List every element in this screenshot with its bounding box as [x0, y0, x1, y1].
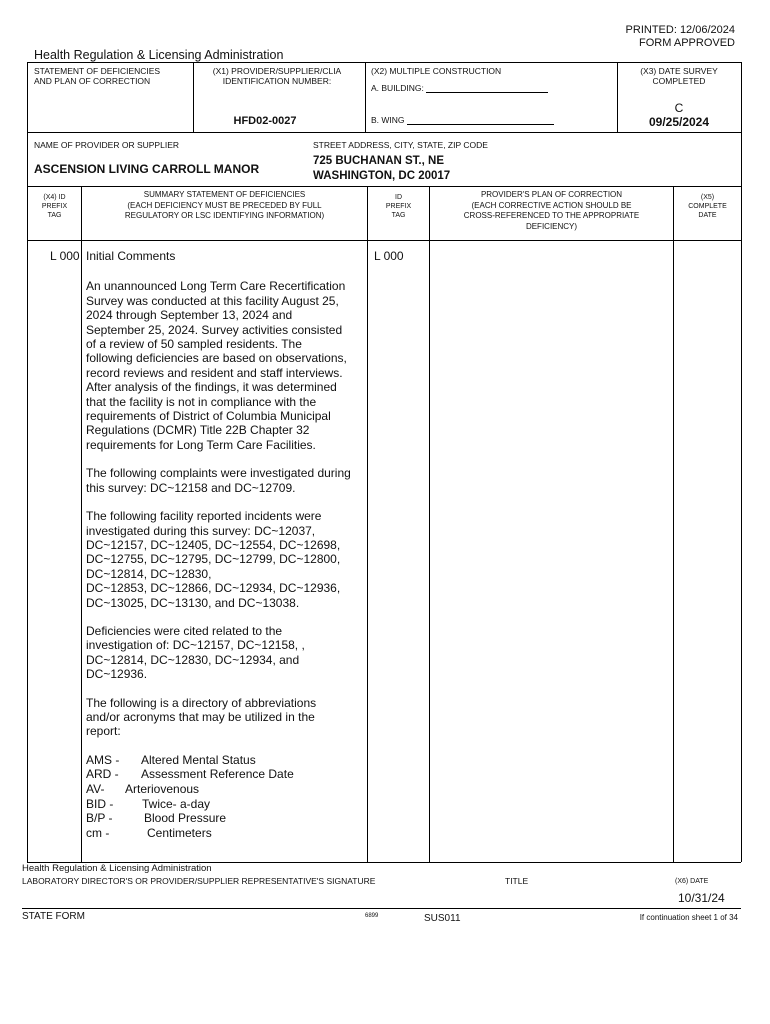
x3-label: (X3) DATE SURVEY COMPLETED [640, 66, 718, 86]
provider-id-number: HFD02-0027 [233, 115, 297, 127]
title-label: TITLE [505, 876, 529, 886]
address-line1: 725 BUCHANAN ST., NE [313, 155, 444, 167]
event-id: SUS011 [424, 913, 461, 924]
list-item: AMS - Altered Mental Status [86, 752, 256, 767]
list-item: ARD - Assessment Reference Date [86, 767, 294, 782]
state-form-label: STATE FORM [22, 911, 85, 922]
id-prefix-header: ID PREFIX TAG [385, 194, 412, 219]
x1-label: (X1) PROVIDER/SUPPLIER/CLIA IDENTIFICATION NUMBER: [212, 66, 342, 86]
list-item: cm - Centimeters [86, 825, 212, 840]
x2-label: (X2) MULTIPLE CONSTRUCTION [371, 66, 502, 76]
signature-line [22, 908, 741, 909]
summary-content [86, 249, 366, 840]
left-prefix-tag: L 000 [50, 249, 80, 263]
deficiencies-paragraph: Deficiencies were cited related to the investigation of: DC~12157, DC~12158, , DC~12814, DC~12830, DC~12934, and DC~12936. [86, 623, 305, 682]
summary-header: SUMMARY STATEMENT OF DEFICIENCIES (EACH DEFICIENCY MUST BE PRECEDED BY FULL REGULATORY OR LSC IDENTIFYING INFORMATION) [124, 190, 325, 220]
provider-name-label: NAME OF PROVIDER OR SUPPLIER [34, 140, 179, 150]
x4-header: (X4) ID PREFIX TAG [41, 194, 68, 219]
x5-header: (X5) COMPLETE DATE [688, 194, 727, 219]
signature-label: LABORATORY DIRECTOR'S OR PROVIDER/SUPPLIER REPRESENTATIVE'S SIGNATURE [22, 876, 376, 886]
signature-date: 10/31/24 [678, 891, 725, 905]
building-field: A. BUILDING: [371, 83, 548, 93]
x6-date-label: (X6) DATE [675, 878, 709, 885]
printed-date: PRINTED: 12/06/2024 [625, 24, 735, 36]
form-approved: FORM APPROVED [639, 37, 735, 49]
survey-completed-date: 09/25/2024 [648, 115, 710, 129]
complaints-paragraph: The following complaints were investigated during this survey: DC~12158 and DC~12709. [86, 466, 351, 495]
abbreviation-list [86, 753, 366, 841]
list-item: AV- Arteriovenous [86, 781, 200, 796]
directory-paragraph: The following is a directory of abbreviations and/or acronyms that may be utilized in the report: [86, 695, 317, 739]
survey-code: C [674, 101, 684, 115]
list-item: B/P - Blood Pressure [86, 811, 227, 826]
form-code: 6899 [365, 913, 379, 919]
address-line2: WASHINGTON, DC 20017 [313, 170, 451, 182]
right-prefix-tag: L 000 [374, 249, 404, 263]
survey-paragraph: An unannounced Long Term Care Recertification Survey was conducted at this facility August 25, 2024 through September 13, 2024 and September 25, 2024. Survey activities consisted of a review of 50 sampled residents. The following deficiencies are based on observations, record reviews and resident and staff interviews. After analysis of the findings, it was determined that the facility is not in compliance with the requirements of District of Columbia Municipal Regulations (DCMR) Title 22B Chapter 32 requirements for Long Term Care Facilities. [86, 279, 347, 452]
address-label: STREET ADDRESS, CITY, STATE, ZIP CODE [313, 140, 488, 150]
incidents-paragraph: The following facility reported incidents were investigated during this survey: DC~12037, DC~12157, DC~12405, DC~12554, DC~12698, DC~12755, DC~12795, DC~12799, DC~12800, DC~12814, DC~12830, DC~12853, DC~12866, DC~12934, DC~12936, DC~13025, DC~13130, and DC~13038. [86, 509, 341, 610]
plan-header: PROVIDER'S PLAN OF CORRECTION (EACH CORRECTIVE ACTION SHOULD BE CROSS-REFERENCED TO THE APPROPRIATE DEFICIENCY) [463, 190, 640, 231]
continuation-sheet: If continuation sheet 1 of 34 [639, 913, 738, 922]
footer-agency: Health Regulation & Licensing Administration [22, 863, 212, 874]
agency-title: Health Regulation & Licensing Administration [34, 48, 284, 62]
wing-field: B. WING [371, 115, 554, 125]
initial-comments-heading: Initial Comments [86, 249, 176, 263]
statement-label: STATEMENT OF DEFICIENCIES AND PLAN OF CORRECTION [34, 66, 161, 86]
list-item: BID - Twice- a-day [86, 796, 211, 811]
provider-name: ASCENSION LIVING CARROLL MANOR [34, 162, 260, 176]
